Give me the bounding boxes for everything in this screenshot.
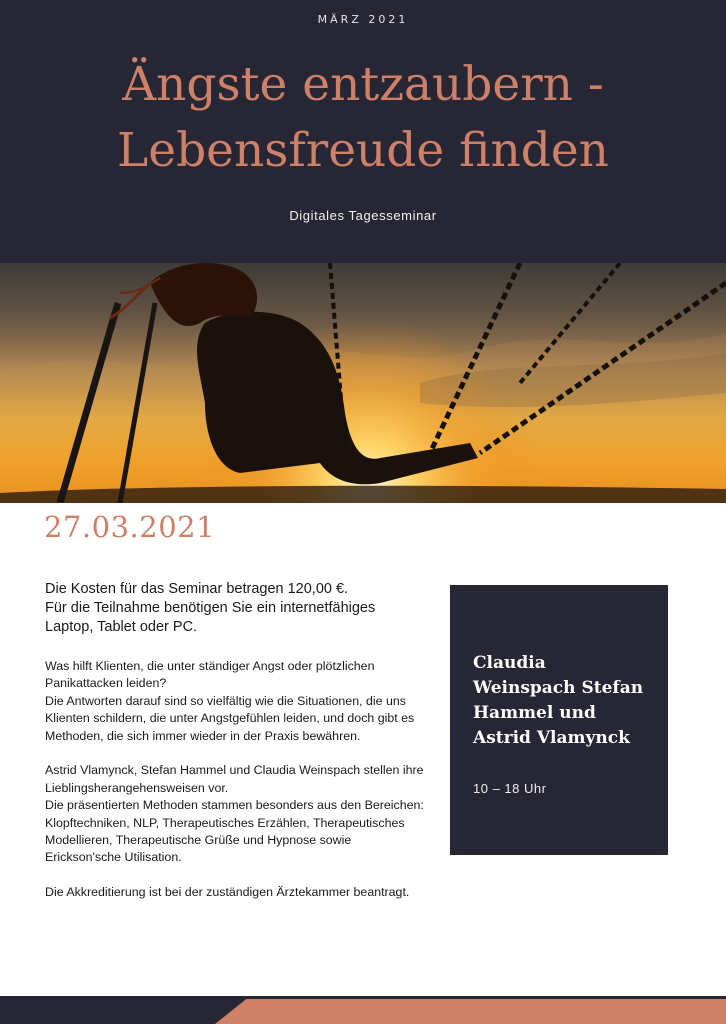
title-line-1: Ängste entzaubern - bbox=[122, 57, 604, 112]
speakers-box bbox=[450, 585, 668, 855]
footer-accent-stripe bbox=[0, 996, 726, 1024]
page-title bbox=[0, 52, 726, 184]
page-subtitle: Digitales Tagesseminar bbox=[289, 208, 437, 223]
footer-bar bbox=[0, 996, 726, 1024]
event-time: 10 – 18 Uhr bbox=[473, 781, 547, 796]
cost-info bbox=[45, 580, 425, 637]
requirements-line: Für die Teilnahme benötigen Sie ein internetfähiges Laptop, Tablet oder PC. bbox=[45, 600, 376, 635]
event-date: 27.03.2021 bbox=[44, 510, 216, 544]
methods-list: Die präsentierten Methoden stammen besonders aus den Bereichen: Klopftechniken, NLP, Therapeutisches Erzählen, Therapeutisches Modellieren, Therapeutische Grüße und Hypnose sowie Erickson'sche Utilisation. bbox=[45, 798, 424, 865]
paragraph-intro bbox=[45, 658, 430, 745]
cost-line: Die Kosten für das Seminar betragen 120,00 €. bbox=[45, 581, 349, 597]
title-line-2: Lebensfreude finden bbox=[117, 123, 609, 178]
speaker-names: Claudia Weinspach Stefan Hammel und Astrid Vlamynck bbox=[473, 653, 644, 748]
issue-month: MÄRZ 2021 bbox=[317, 13, 409, 26]
header-banner bbox=[0, 0, 726, 263]
swing-sunset-photo bbox=[0, 263, 726, 503]
seminar-description bbox=[45, 658, 430, 919]
paragraph-speakers bbox=[45, 762, 430, 866]
photo-illustration bbox=[0, 263, 726, 503]
intro-question: Was hilft Klienten, die unter ständiger Angst oder plötzlichen Panikattacken leiden? bbox=[45, 659, 375, 691]
intro-answer: Die Antworten darauf sind so vielfältig wie die Situationen, die uns Klienten schildern, die unter Angstgefühlen leiden, und doch gibt es Methoden, die sich immer wieder in der Praxis bewähren. bbox=[45, 693, 415, 743]
paragraph-accreditation: Die Akkreditierung ist bei der zuständigen Ärztekammer beantragt. bbox=[45, 885, 410, 900]
speakers-intro: Astrid Vlamynck, Stefan Hammel und Claudia Weinspach stellen ihre Lieblingsherangehensweisen vor. bbox=[45, 763, 424, 795]
